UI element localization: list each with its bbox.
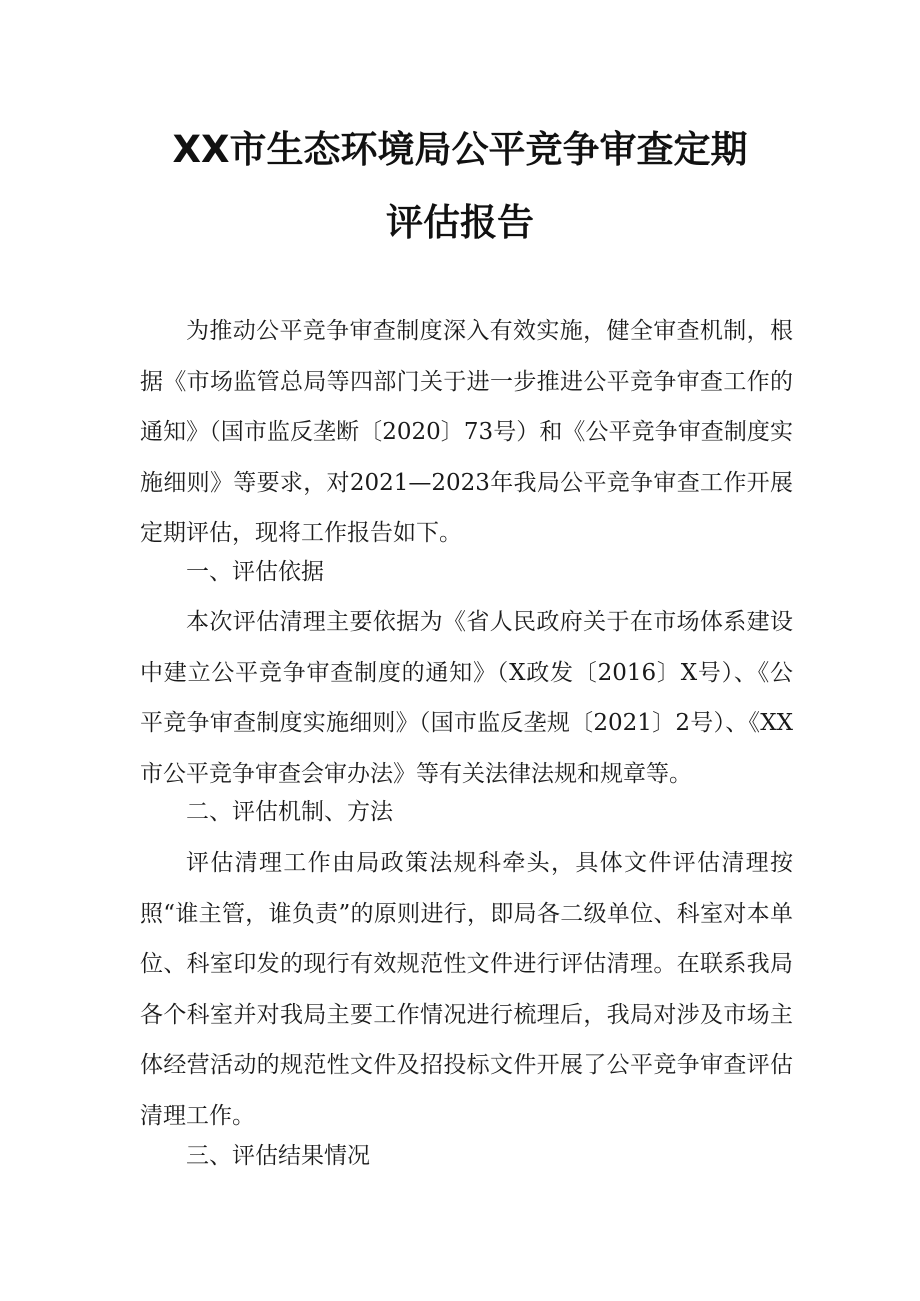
document-title-line-2: 评估报告 (386, 201, 534, 244)
basis-paragraph: 本次评估清理主要依据为《省人民政府关于在市场体系建设中建立公平竞争审查制度的通知》（X政发〔2016〕X号）、《公平竞争审查制度实施细则》（国市监反垄规〔2021〕2号）、《XX市公平竞争审查会审办法》等有关法律法规和规章等。 (140, 609, 793, 787)
mechanism-paragraph: 评估清理工作由局政策法规科牵头，具体文件评估清理按照“谁主管，谁负责”的原则进行，即局各二级单位、科室对本单位、科室印发的现行有效规范性文件进行评估清理。在联系我局各个科室并对我局主要工作情况进行梳理后，我局对涉及市场主体经营活动的规范性文件及招投标文件开展了公平竞争审查评估清理工作。 (140, 850, 793, 1129)
section-heading-results: 三、评估结果情况 (186, 1143, 370, 1169)
document-title-line-1: XX市生态环境局公平竞争审查定期 (172, 128, 748, 171)
intro-paragraph: 为推动公平竞争审查制度深入有效实施，健全审查机制，根据《市场监管总局等四部门关于进一步推进公平竞争审查工作的通知》（国市监反垄断〔2020〕73号）和《公平竞争审查制度实施细则》等要求，对2021—2023年我局公平竞争审查工作开展定期评估，现将工作报告如下。 (140, 318, 793, 546)
section-heading-basis: 一、评估依据 (186, 559, 324, 585)
section-heading-mechanism: 二、评估机制、方法 (186, 799, 393, 825)
